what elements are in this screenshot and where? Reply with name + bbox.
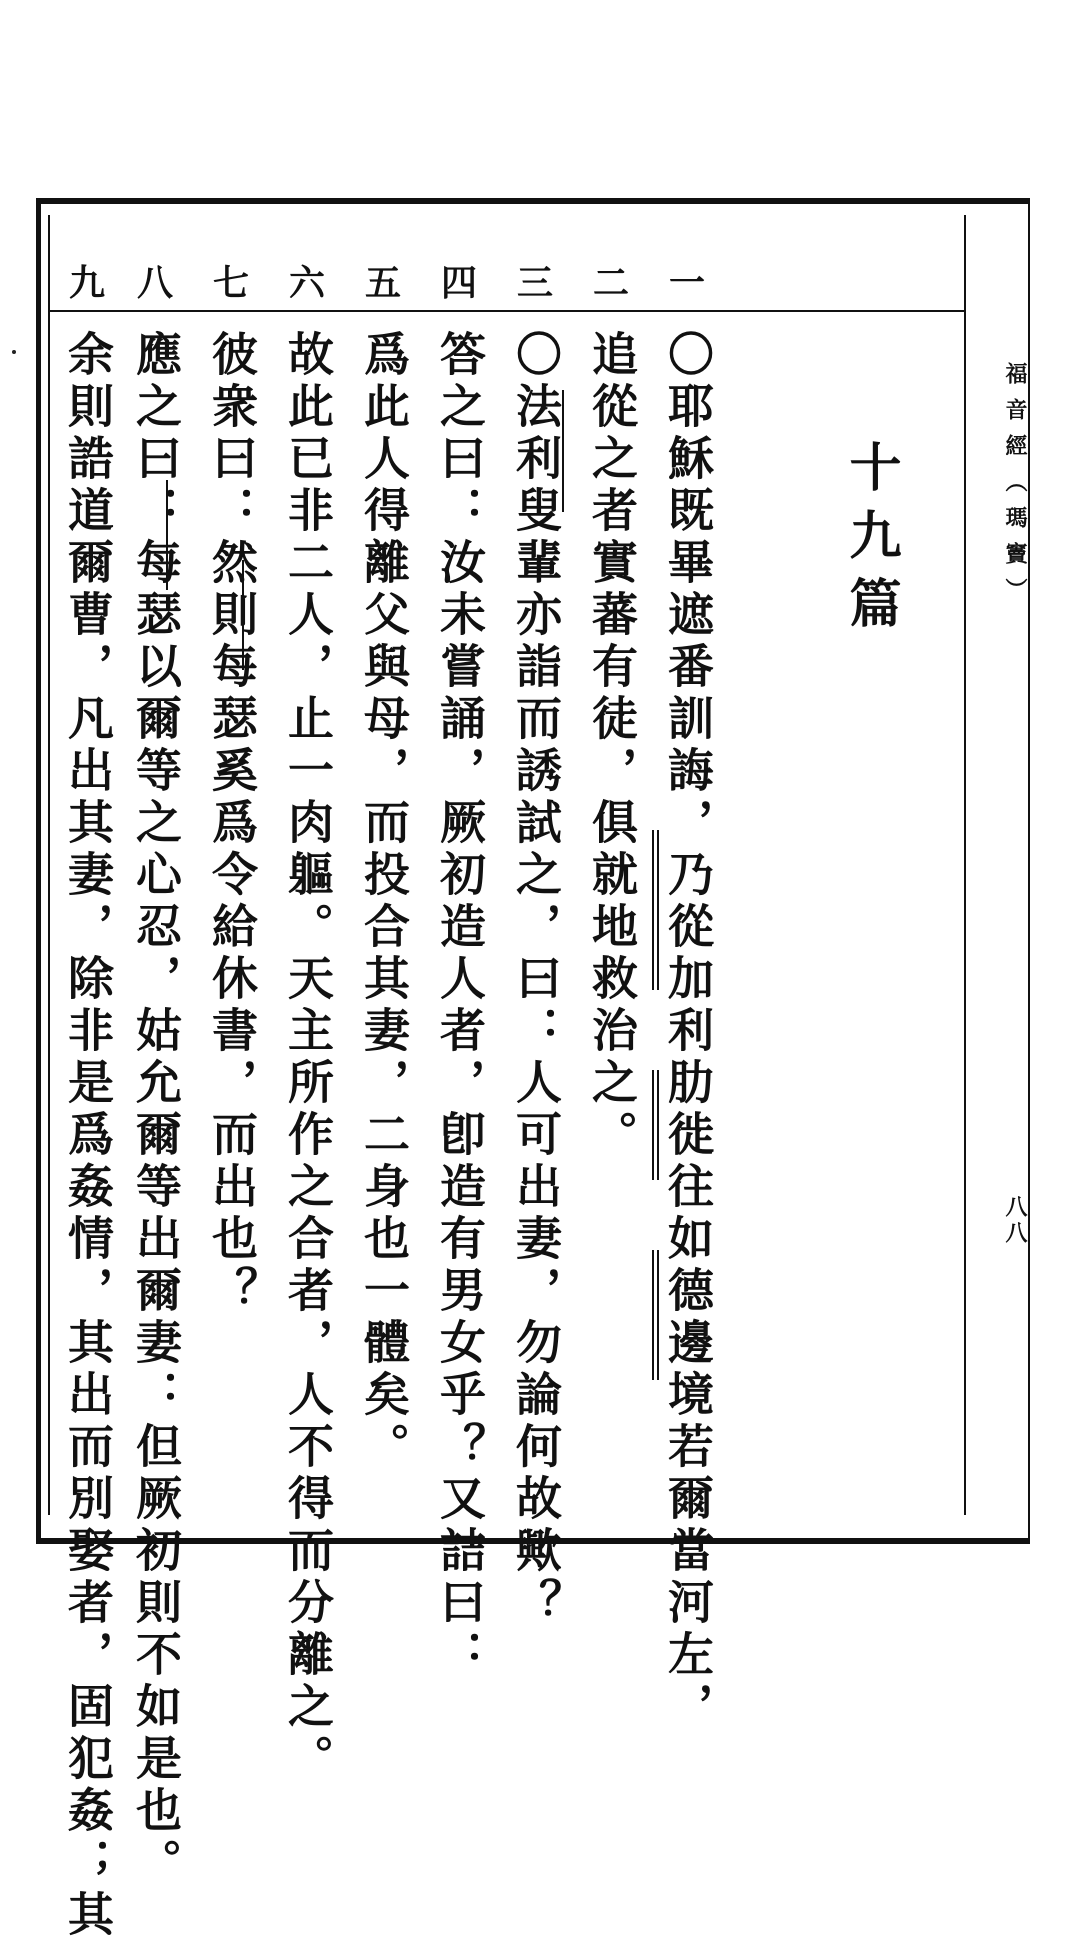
page-number: 八八	[1002, 1195, 1028, 1247]
verse-number-3: 三	[516, 262, 553, 304]
proper-name-mark-jordan	[652, 1250, 659, 1380]
chapter-title: 十九篇	[840, 440, 901, 644]
proper-name-mark-galilee	[652, 830, 659, 990]
verse-number-6: 六	[288, 262, 325, 304]
print-speck	[12, 350, 16, 354]
proper-name-mark-judea	[652, 1070, 659, 1180]
verse-text-7: 彼衆曰：然則每瑟奚爲令給休書，而出也？	[205, 330, 259, 1318]
verse-number-1: 一	[668, 262, 705, 304]
proper-name-mark-moses-1	[242, 560, 244, 670]
verse-text-4: 答之曰：汝未嘗誦，厥初造人者，卽造有男女乎？又詰曰：	[433, 330, 487, 1682]
proper-name-mark-moses-2	[166, 480, 168, 590]
verse-text-5: 爲此人得離父與母，而投合其妻，二身也一體矣。	[357, 330, 411, 1474]
verse-text-3: 〇法利叟輩亦詣而誘試之，曰：人可出妻，勿論何故歟？	[509, 330, 563, 1630]
verse-number-9: 九	[68, 262, 105, 304]
verse-text-9: 余則誥道爾曹，凡出其妻，除非是爲姦情，其出而別娶者，固犯姦；其	[61, 330, 115, 1942]
verse-number-2: 二	[592, 262, 629, 304]
verse-number-5: 五	[364, 262, 401, 304]
verse-text-2: 追從之者實蕃有徒，俱就地救治之。	[585, 330, 639, 1162]
verse-text-1: 〇耶穌既畢遮番訓誨，乃從加利肋徙往如德邊境若爾當河左，	[661, 330, 715, 1734]
running-head: 福音經（瑪竇）	[1002, 362, 1028, 614]
verse-number-rule	[48, 310, 966, 312]
verse-number-7: 七	[212, 262, 249, 304]
verse-number-4: 四	[440, 262, 477, 304]
verse-text-6: 故此已非二人，止一肉軀。天主所作之合者，人不得而分離之。	[281, 330, 335, 1786]
proper-name-mark-pharisees	[562, 390, 564, 512]
verse-number-8: 八	[136, 262, 173, 304]
verse-text-8: 應之曰：每瑟以爾等之心忍，姑允爾等出爾妻：但厥初則不如是也。	[129, 330, 183, 1890]
